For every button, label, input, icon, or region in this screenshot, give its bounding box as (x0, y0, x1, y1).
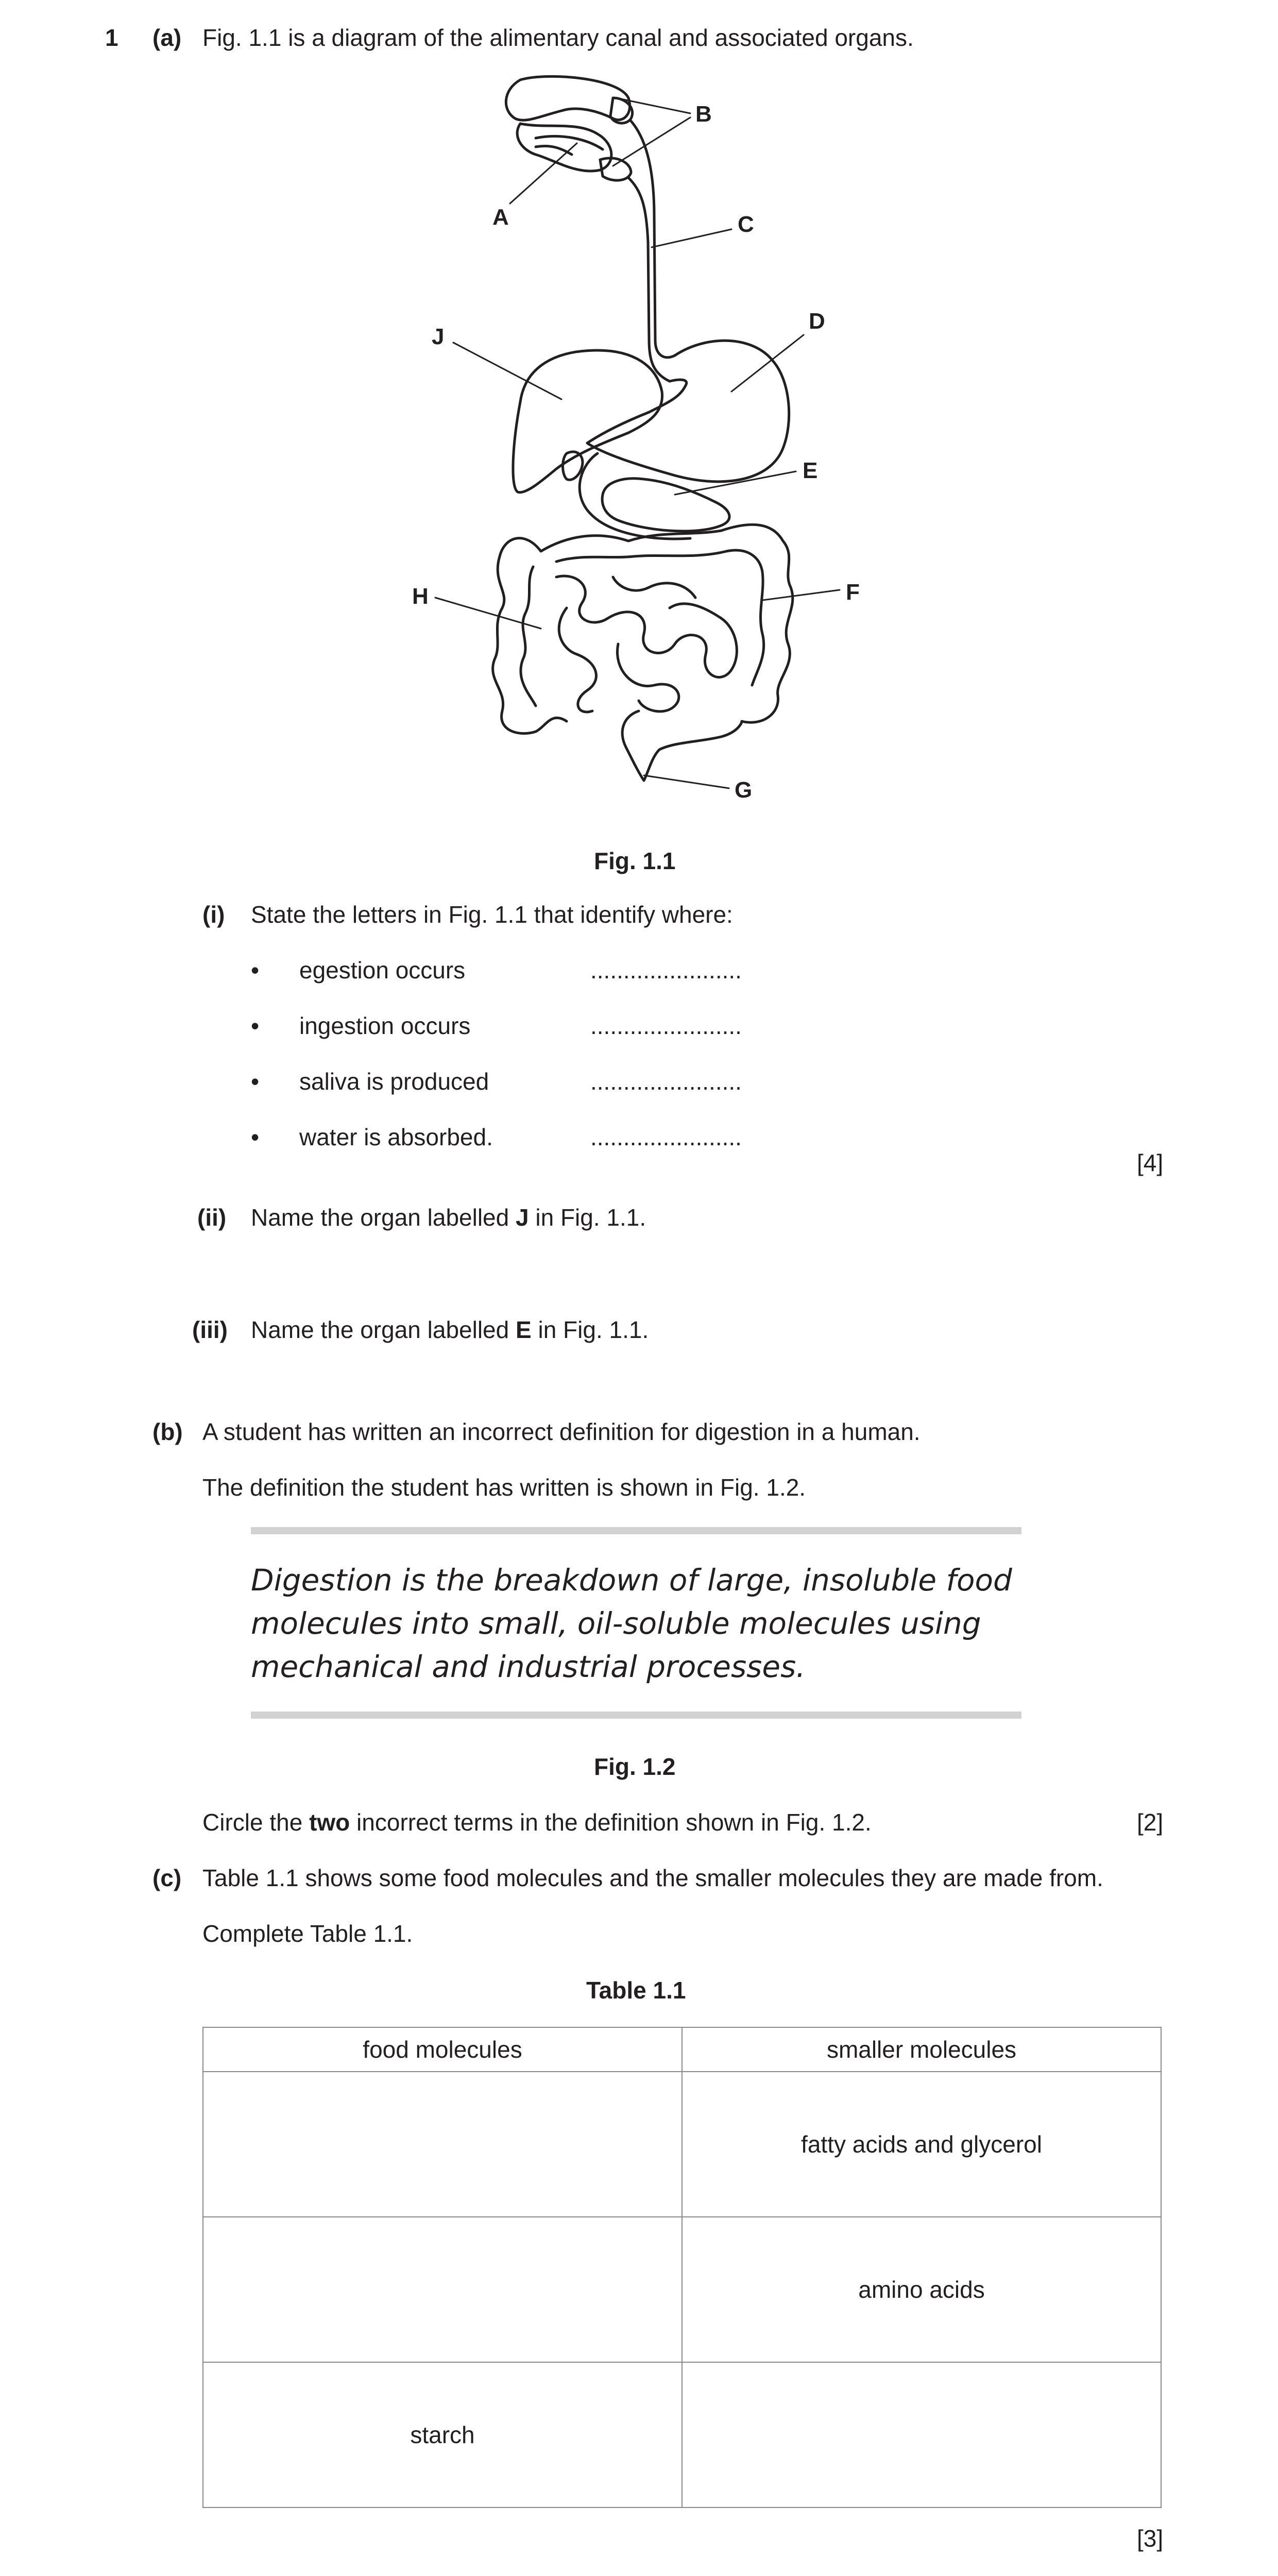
label-f: F (846, 580, 860, 605)
part-a-ii-label: (ii) (197, 1204, 227, 1231)
answer-line-ingestion[interactable]: ....................... (590, 1012, 742, 1039)
pancreas (602, 479, 729, 531)
bullet-1: • (251, 957, 260, 984)
table-header-row (203, 2027, 1161, 2072)
table-row (203, 2362, 1161, 2507)
bullet-3: • (251, 1068, 260, 1095)
part-c-marks: [3] (1137, 2525, 1164, 2552)
part-a-intro: Fig. 1.1 is a diagram of the alimentary canal and associated organs. (202, 24, 914, 51)
stomach (587, 341, 789, 482)
answer-line-egestion[interactable]: ....................... (590, 957, 742, 984)
definition-line-1: Digestion is the breakdown of large, insoluble food (251, 1563, 1012, 1598)
item-water: water is absorbed. (299, 1124, 493, 1150)
table-row (203, 2072, 1161, 2217)
label-e: E (803, 458, 818, 483)
liver (513, 350, 662, 493)
student-definition (251, 1558, 1021, 1688)
table-row (203, 2217, 1161, 2362)
question-number: 1 (105, 24, 118, 51)
definition-line-2: molecules into small, oil-soluble molecules using (251, 1606, 981, 1641)
cell-smaller-2: amino acids (682, 2217, 1161, 2362)
part-a-ii-question: Name the organ labelled J in Fig. 1.1. (251, 1204, 646, 1231)
cell-smaller-3[interactable] (682, 2362, 1161, 2507)
food-molecules-table (202, 2027, 1162, 2508)
label-h: H (412, 584, 429, 609)
small-intestine (556, 576, 737, 712)
part-a-i-label: (i) (202, 901, 225, 928)
header-food-molecules: food molecules (203, 2027, 682, 2072)
part-a-iii-question: Name the organ labelled E in Fig. 1.1. (251, 1316, 649, 1343)
cell-food-2[interactable] (203, 2217, 682, 2362)
part-b-instruction: Circle the two incorrect terms in the definition shown in Fig. 1.2. (202, 1809, 872, 1836)
fig-1-2-caption: Fig. 1.2 (594, 1753, 676, 1780)
part-b-line1: A student has written an incorrect definition for digestion in a human. (202, 1418, 921, 1445)
part-b-label: (b) (152, 1418, 183, 1445)
oesophagus (628, 121, 675, 381)
label-b: B (695, 101, 712, 127)
bullet-2: • (251, 1012, 260, 1039)
part-c-line2: Complete Table 1.1. (202, 1920, 413, 1947)
part-a-iii-label: (iii) (192, 1316, 228, 1343)
part-a-i-marks: [4] (1137, 1149, 1164, 1176)
header-smaller-molecules: smaller molecules (682, 2027, 1161, 2072)
item-egestion: egestion occurs (299, 957, 466, 984)
cell-food-1[interactable] (203, 2072, 682, 2217)
item-ingestion: ingestion occurs (299, 1012, 471, 1039)
label-d: D (809, 309, 825, 334)
label-j: J (432, 324, 445, 349)
definition-line-3: mechanical and industrial processes. (251, 1649, 806, 1684)
label-a: A (492, 205, 509, 230)
item-saliva: saliva is produced (299, 1068, 489, 1095)
part-a-label: (a) (152, 24, 182, 51)
alimentary-canal-diagram (402, 72, 865, 804)
part-b-line2: The definition the student has written is shown in Fig. 1.2. (202, 1474, 806, 1501)
part-c-label: (c) (152, 1865, 182, 1891)
definition-rule-top (251, 1527, 1021, 1534)
fig-1-1-caption: Fig. 1.1 (594, 848, 676, 874)
part-c-line1: Table 1.1 shows some food molecules and the smaller molecules they are made from. (202, 1865, 1103, 1891)
answer-line-water[interactable]: ....................... (590, 1124, 742, 1150)
part-b-marks: [2] (1137, 1809, 1164, 1836)
rectum (622, 711, 742, 781)
answer-line-saliva[interactable]: ....................... (590, 1068, 742, 1095)
part-a-i-prompt: State the letters in Fig. 1.1 that identify where: (251, 901, 733, 928)
bullet-4: • (251, 1124, 260, 1150)
cell-food-3: starch (203, 2362, 682, 2507)
cell-smaller-1: fatty acids and glycerol (682, 2072, 1161, 2217)
table-1-1-caption: Table 1.1 (586, 1977, 686, 2004)
gall-bladder (563, 452, 583, 480)
label-g: G (735, 777, 753, 803)
definition-rule-bottom (251, 1711, 1021, 1719)
label-c: C (738, 212, 754, 237)
